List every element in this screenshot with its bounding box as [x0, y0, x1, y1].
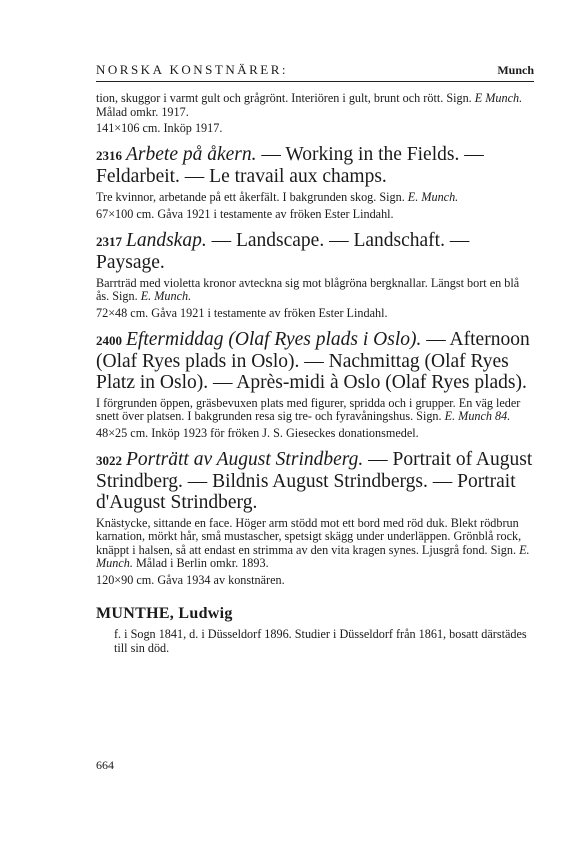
signature: E. Munch.: [96, 542, 530, 570]
entry-title: [96, 329, 534, 393]
signature: E Munch.: [474, 91, 523, 105]
catalog-page: [96, 62, 534, 655]
catalog-entry-2317: [96, 230, 534, 320]
entry-title: [96, 449, 534, 513]
signature: E. Munch.: [140, 289, 192, 303]
running-header: [96, 62, 534, 82]
entry-title: [96, 230, 534, 273]
artist-heading: MUNTHE, Ludwig: [96, 604, 233, 622]
swedish-title: Porträtt av August Strindberg.: [126, 448, 364, 470]
entry-meta: 67×100 cm. Gåva 1921 i testamente av fröken Ester Lindahl.: [96, 206, 394, 221]
signature: E. Munch.: [407, 190, 459, 204]
artist-biography: f. i Sogn 1841, d. i Düsseldorf 1896. Studier i Düsseldorf från 1861, bosatt därstädes till sin död.: [114, 626, 527, 655]
translated-titles: — Landscape. — Landschaft. — Paysage.: [96, 229, 470, 273]
translated-titles: — Portrait of August Strindberg. — Bildnis August Strindbergs. — Portrait d'August Strindberg.: [96, 448, 533, 513]
swedish-title: Eftermiddag (Olaf Ryes plads i Oslo).: [126, 328, 422, 350]
continuation-meta: 141×106 cm. Inköp 1917.: [96, 121, 223, 135]
swedish-title: Landskap.: [126, 229, 207, 251]
entry-title: [96, 144, 534, 187]
translated-titles: — Working in the Fields. — Feldarbeit. — Le travail aux champs.: [96, 144, 484, 187]
entry-meta: 120×90 cm. Gåva 1934 av konstnären.: [96, 572, 285, 587]
entry-number: 3022: [96, 452, 122, 468]
continuation-text: tion, skuggor i varmt gult och grågrönt. Interiören i gult, brunt och rött. Sign. E Munch. Målad omkr. 1917.: [96, 91, 523, 119]
page-number: 664: [96, 758, 114, 772]
catalog-entry-2400: [96, 329, 534, 440]
entry-description: Barrträd med violetta kronor avteckna sig mot blågröna bergknallar. Längst bort en blå ås. Sign. E. Munch.: [96, 275, 520, 303]
translated-titles: — Afternoon (Olaf Ryes plads in Oslo). — Nachmittag (Olaf Ryes Platz in Oslo). — Après-midi à Oslo (Olaf Ryes plads).: [96, 328, 530, 393]
entry-description: Tre kvinnor, arbetande på ett åkerfält. I bakgrunden skog. Sign. E. Munch.: [96, 190, 459, 204]
signature: E. Munch 84.: [444, 409, 511, 423]
catalog-entry-3022: [96, 449, 534, 587]
entry-number: 2316: [96, 148, 122, 163]
swedish-title: Arbete på åkern.: [126, 144, 257, 165]
entry-meta: 72×48 cm. Gåva 1921 i testamente av fröken Ester Lindahl.: [96, 305, 388, 320]
section-title: NORSKA KONSTNÄRER:: [96, 62, 288, 77]
entry-description: Knästycke, sittande en face. Höger arm stödd mot ett bord med röd duk. Blekt rödbrun karnation, mörkt hår, små mustascher, spetsigt skägg under underläppen. Grönblå rock, knäppt i halsen, så att endast en strimma av den vita kragen synes. Ljusgrå fond. Sign. E. Munch. Målad i Berlin omkr. 1893.: [96, 515, 530, 570]
artist-running-title: Munch: [497, 63, 534, 77]
catalog-entry-2316: [96, 144, 534, 221]
entry-description: I förgrunden öppen, gräsbevuxen plats med figurer, spridda och i grupper. En väg leder snett över platsen. I bakgrunden resa sig tre- och fyravåningshus. Sign. E. Munch 84.: [96, 395, 521, 423]
entry-meta: 48×25 cm. Inköp 1923 för fröken J. S. Gieseckes donationsmedel.: [96, 425, 419, 440]
entry-number: 2400: [96, 332, 122, 348]
entry-number: 2317: [96, 233, 122, 249]
